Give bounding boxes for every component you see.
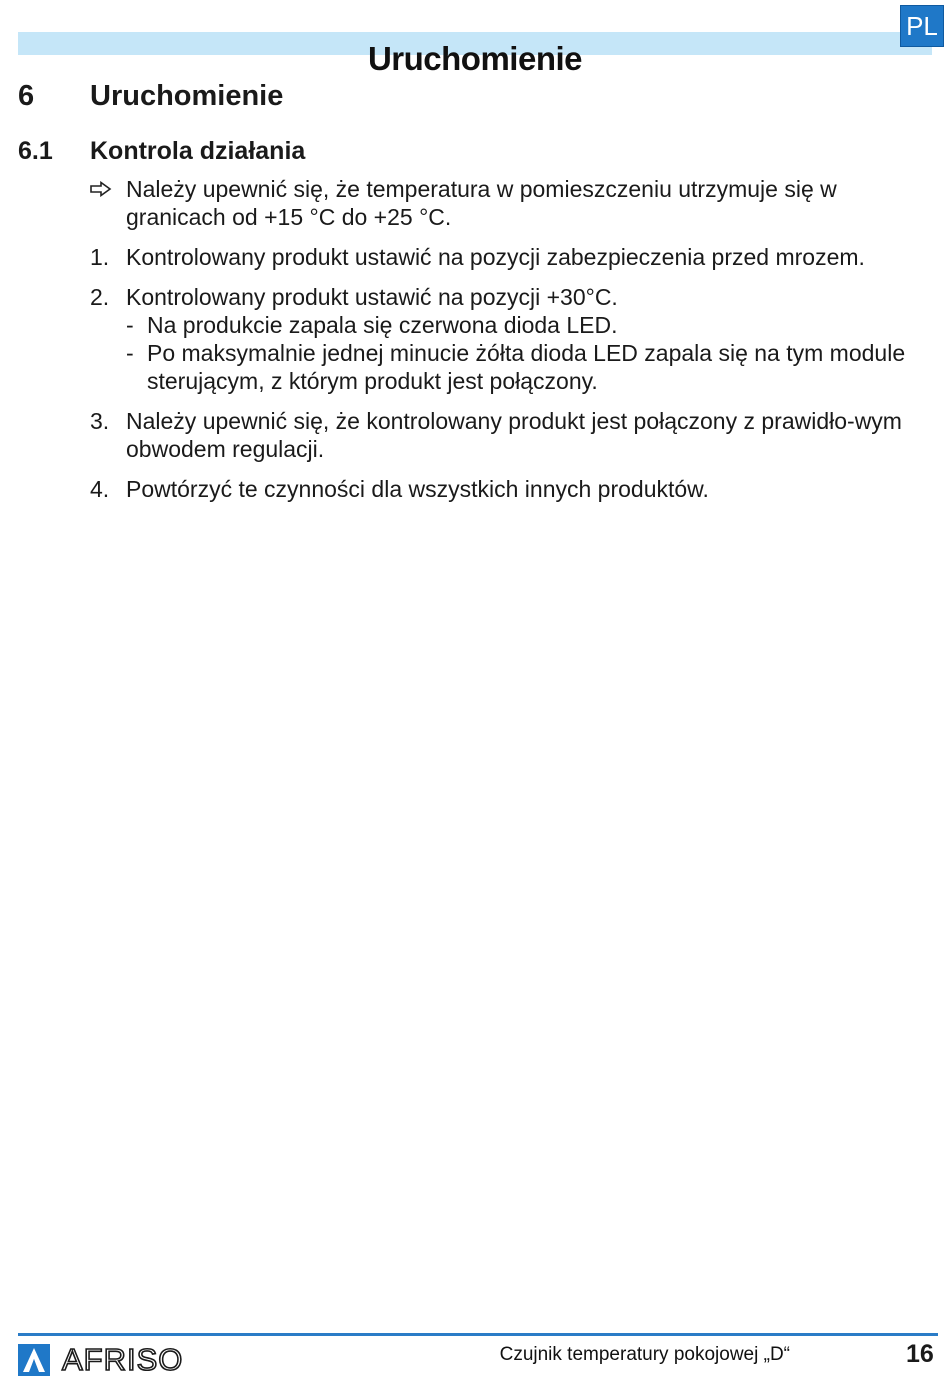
- dash-bullet: -: [126, 312, 134, 338]
- dash-bullet: -: [126, 340, 134, 366]
- step-number: 4.: [90, 476, 110, 502]
- step-text: Kontrolowany produkt ustawić na pozycji zabezpieczenia przed mrozem.: [126, 244, 865, 270]
- page-header-title: Uruchomienie: [367, 40, 583, 77]
- step-number: 2.: [90, 284, 110, 310]
- list-item: [90, 407, 935, 463]
- arrow-right-icon: [90, 175, 126, 231]
- header-bar: [18, 32, 932, 77]
- result-item: [126, 311, 935, 339]
- prerequisite-text: Należy upewnić się, że temperatura w pomieszczeniu utrzymuje się w granicach od +15 °C do +25 °C.: [126, 176, 837, 230]
- step-number: 3.: [90, 408, 110, 434]
- footer-divider: [18, 1333, 938, 1336]
- list-item: [90, 283, 935, 395]
- language-badge: PL: [900, 5, 944, 47]
- step-text: Powtórzyć te czynności dla wszystkich innych produktów.: [126, 476, 709, 502]
- result-text: Na produkcie zapala się czerwona dioda LED.: [147, 312, 618, 338]
- document-title: Czujnik temperatury pokojowej „D“: [499, 1344, 790, 1365]
- list-item: [90, 243, 935, 271]
- section-title: Uruchomienie: [90, 80, 284, 112]
- section-number: 6: [18, 80, 35, 112]
- page-number: 16: [906, 1340, 934, 1368]
- step-text: Kontrolowany produkt ustawić na pozycji +30°C.: [126, 284, 618, 310]
- subsection-title: Kontrola działania: [90, 137, 306, 165]
- brand-name: AFRISO: [62, 1342, 184, 1377]
- subsection-heading: [18, 137, 305, 166]
- list-item: [90, 475, 935, 503]
- step-text: Należy upewnić się, że kontrolowany produkt jest połączony z prawidło-wym obwodem regulacji.: [126, 408, 902, 462]
- subsection-number: 6.1: [18, 137, 53, 165]
- result-text: Po maksymalnie jednej minucie żółta dioda LED zapala się na tym module sterującym, z którym produkt jest połączony.: [147, 340, 906, 394]
- result-item: [126, 339, 935, 395]
- step-body: [126, 283, 935, 395]
- step-number: 1.: [90, 244, 110, 270]
- instruction-list: [90, 175, 935, 515]
- brand-logo: [18, 1342, 183, 1378]
- section-heading: [18, 80, 283, 113]
- prerequisite-item: [90, 175, 935, 231]
- afriso-logo-icon: [18, 1344, 50, 1376]
